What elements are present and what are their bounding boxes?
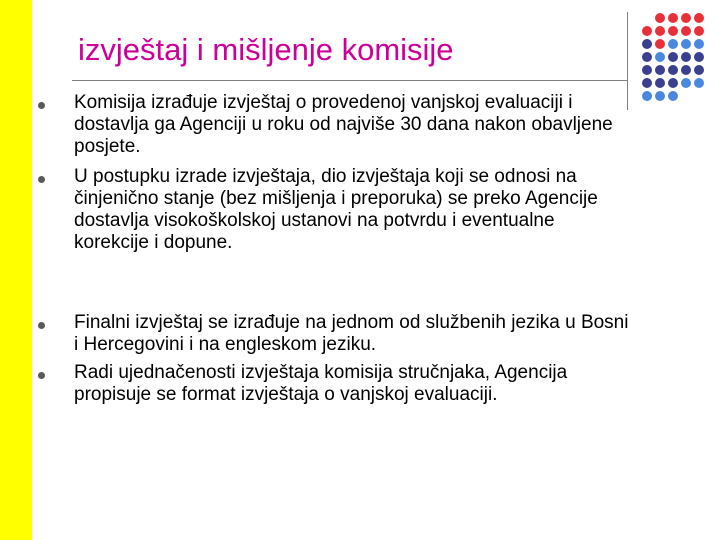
decorative-dot [694, 13, 704, 23]
decorative-dot [694, 65, 704, 75]
decorative-dot [668, 78, 678, 88]
bullet-dot-icon [38, 176, 45, 183]
horizontal-divider [72, 80, 628, 81]
bullet-text: Radi ujednačenosti izvještaja komisija stručnjaka, Agencija propisuje se format izvještaja o vanjskoj evaluaciji. [74, 362, 568, 405]
decorative-dot [642, 52, 652, 62]
decorative-dot [655, 65, 665, 75]
decorative-dot [642, 39, 652, 49]
bullet-item [34, 312, 630, 362]
decorative-dot [681, 39, 691, 49]
decorative-dot [681, 13, 691, 23]
bullet-list [34, 92, 630, 406]
decorative-dot [681, 78, 691, 88]
bullet-item [34, 92, 630, 166]
decorative-dot [681, 26, 691, 36]
bullet-dot-icon [38, 322, 45, 329]
bullet-item [34, 166, 630, 312]
decorative-dot [668, 52, 678, 62]
decorative-dot [642, 65, 652, 75]
decorative-dot [642, 26, 652, 36]
decorative-dot [655, 13, 665, 23]
decorative-dot [655, 78, 665, 88]
decorative-dot [655, 26, 665, 36]
slide-title: izvještaj i mišljenje komisije [78, 32, 454, 67]
decorative-dot [694, 78, 704, 88]
bullet-text: Finalni izvještaj se izrađuje na jednom od službenih jezika u Bosni i Hercegovini i na engleskom jeziku. [74, 312, 629, 355]
decorative-dot [668, 39, 678, 49]
bullet-dot-icon [38, 372, 45, 379]
decorative-dot [681, 65, 691, 75]
decorative-dot [642, 78, 652, 88]
bullet-text: U postupku izrade izvještaja, dio izvještaja koji se odnosi na činjenično stanje (bez mišljenja i preporuka) se preko Agencije dostavlja visokoškolskoj ustanovi na potvrdu i eventualne korekcije i dopune. [74, 166, 598, 253]
decorative-dot [694, 52, 704, 62]
bullet-text: Komisija izrađuje izvještaj o provedenoj vanjskoj evaluaciji i dostavlja ga Agenciji u roku od najviše 30 dana nakon obavljene posjete. [74, 92, 613, 157]
decorative-dot [668, 91, 678, 101]
decorative-dot [655, 52, 665, 62]
decorative-dot [655, 39, 665, 49]
decorative-dot [668, 26, 678, 36]
decorative-dot [655, 91, 665, 101]
decorative-dot [668, 13, 678, 23]
decorative-dot [668, 65, 678, 75]
bullet-item [34, 362, 630, 406]
decorative-dot [642, 91, 652, 101]
bullet-dot-icon [38, 102, 45, 109]
decorative-dot [694, 26, 704, 36]
decorative-dot [694, 39, 704, 49]
decorative-dot [681, 52, 691, 62]
